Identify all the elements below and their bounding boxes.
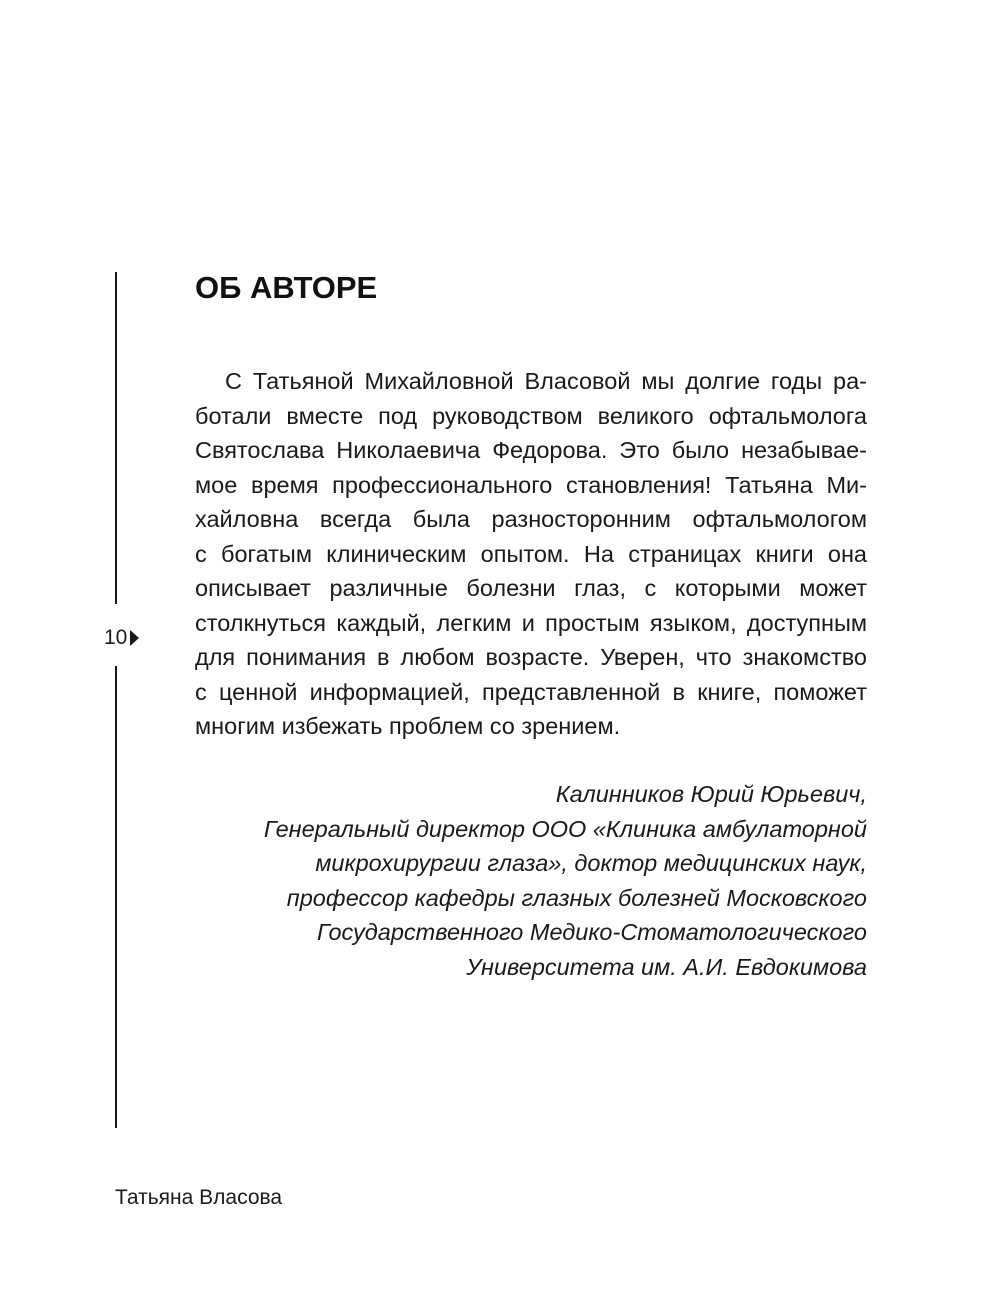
body-line: с ценной информацией, представленной в книге, поможет xyxy=(195,678,867,705)
body-line: Святослава Николаевича Федорова. Это было незабывае- xyxy=(195,437,867,463)
margin-rule-bottom xyxy=(115,666,117,1128)
body-paragraph xyxy=(195,364,867,744)
body-line: С Татьяной Михайловной Власовой мы долгие годы ра- xyxy=(225,368,867,394)
signature-line: Генеральный директор ООО «Клиника амбулаторной xyxy=(263,815,867,842)
page-number xyxy=(104,624,139,652)
signature-block xyxy=(195,777,867,984)
body-line: хайловна всегда была разносторонним офтальмологом xyxy=(195,506,867,532)
body-line: с богатым клиническим опытом. На страницах книги она xyxy=(195,540,867,567)
section-heading: ОБ АВТОРЕ xyxy=(195,270,378,305)
signature-line: профессор кафедры глазных болезней Московского xyxy=(286,884,867,911)
margin-rule-top xyxy=(115,272,117,604)
body-line: столкнуться каждый, легким и простым языком, доступным xyxy=(195,609,867,636)
signature-line: Университета им. А.И. Евдокимова xyxy=(466,953,867,980)
footer-author: Татьяна Власова xyxy=(115,1186,283,1209)
signature-name: Калинников Юрий Юрьевич, xyxy=(555,781,867,807)
body-line: мое время профессионального становления! Татьяна Ми- xyxy=(195,471,867,498)
signature-line: микрохирургии глаза», доктор медицинских наук, xyxy=(315,850,867,876)
body-line: для понимания в любом возрасте. Уверен, что знакомство xyxy=(195,644,867,670)
body-line: ботали вместе под руководством великого офтальмолога xyxy=(195,402,867,429)
body-line: описывает различные болезни глаз, с которыми может xyxy=(195,575,867,601)
page-number-label: 10 xyxy=(104,626,128,649)
signature-line: Государственного Медико-Стоматологического xyxy=(317,919,867,945)
body-line: многим избежать проблем со зрением. xyxy=(195,713,621,739)
page-marker-icon xyxy=(130,630,139,646)
